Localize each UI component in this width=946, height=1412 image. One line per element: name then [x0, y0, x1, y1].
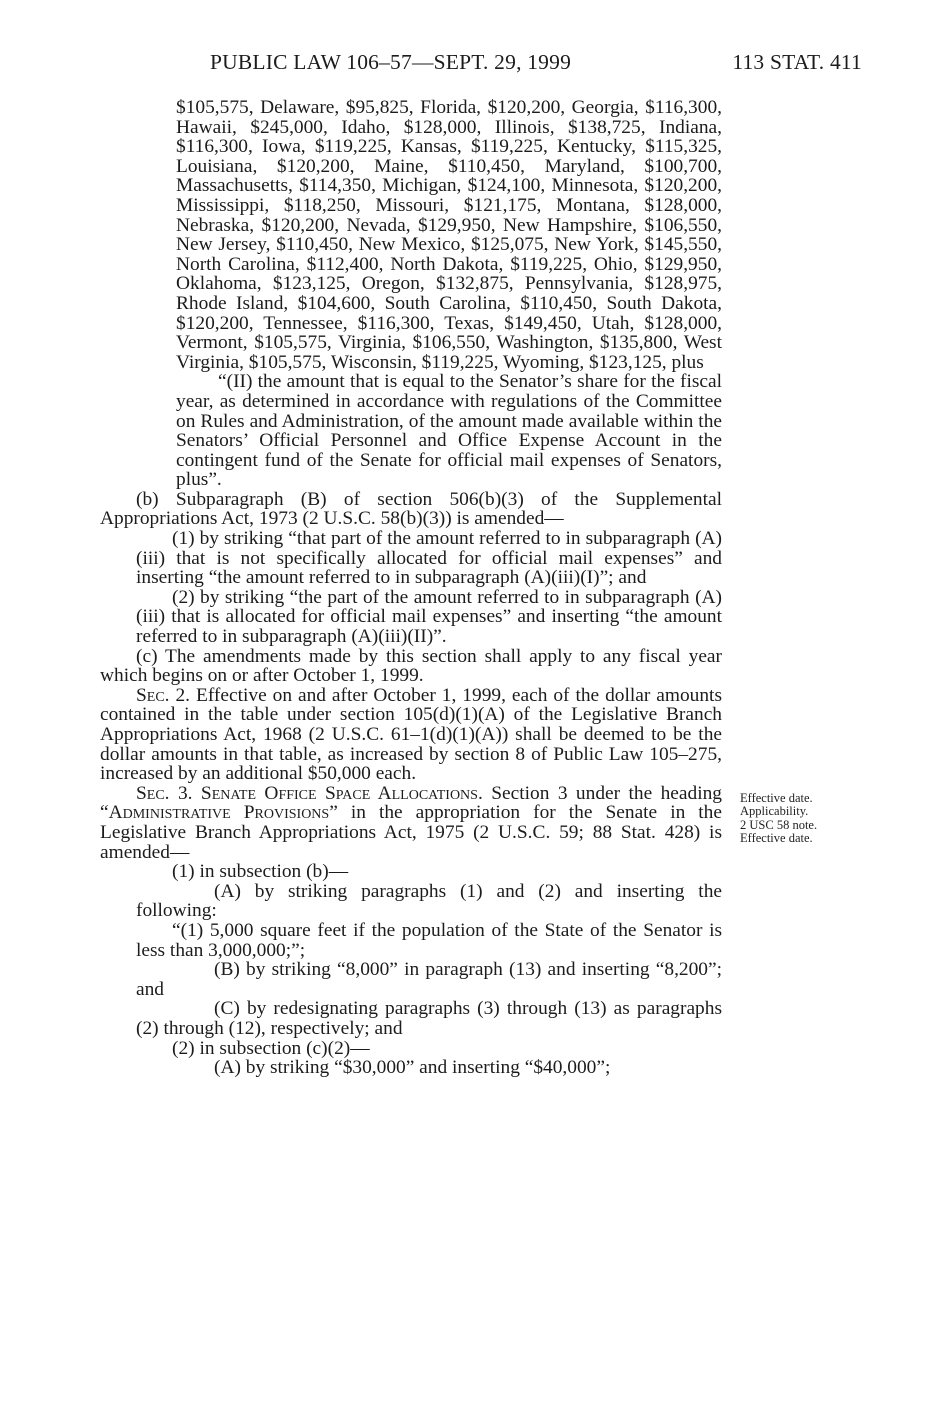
inserted-paragraph-1: “(1) 5,000 square feet if the population of the State of the Senator is less than 3,000,000;”; — [136, 919, 722, 961]
section-3-text-a: Section 3 under the heading “ — [100, 782, 722, 824]
stat-page-number: 113 STAT. 411 — [732, 50, 862, 74]
state-allowance-list: $105,575, Delaware, $95,825, Florida, $120,200, Georgia, $116,300, Hawaii, $245,000, Idaho, $128,000, Illinois, $138,725, Indiana, $116,300, Iowa, $119,225, Kansas, $119,225, Kentucky, $115,325, Louisiana, $120,200, Maine, $110,450, Maryland, $100,700, Massachusetts, $114,350, Michigan, $124,100, Minnesota, $120,200, Mississippi, $118,250, Missouri, $121,175, Montana, $128,000, Nebraska, $120,200, Nevada, $129,950, New Hampshire, $106,550, New Jersey, $110,450, New Mexico, $125,075, New York, $145,550, North Carolina, $112,400, North Dakota, $119,225, Ohio, $129,950, Oklahoma, $123,125, Oregon, $132,875, Pennsylvania, $128,975, Rhode Island, $104,600, South Carolina, $110,450, South Dakota, $120,200, Tennessee, $116,300, Texas, $149,450, Utah, $128,000, Vermont, $105,575, Virginia, $106,550, Washington, $135,800, West Virginia, $105,575, Wisconsin, $119,225, Wyoming, $123,125, plus — [176, 97, 722, 373]
section-3 — [100, 784, 722, 862]
section-3-subparagraph-c: (C) by redesignating paragraphs (3) through (13) as paragraphs (2) through (12), respectively; and — [136, 998, 722, 1039]
running-title: PUBLIC LAW 106–57—SEPT. 29, 1999 — [210, 50, 572, 74]
section-2 — [100, 686, 722, 784]
section-3-heading-ref: Administrative Provisions — [108, 802, 330, 824]
section-3-subparagraph-b: (B) by striking “8,000” in paragraph (13) and inserting “8,200”; and — [136, 959, 722, 1000]
margin-notes — [740, 792, 850, 846]
section-2-heading: Sec. 2. — [136, 684, 191, 706]
subsection-b: (b) Subparagraph (B) of section 506(b)(3) of the Supplemental Appropriations Act, 1973 (2 U.S.C. 58(b)(3)) is amended— — [100, 488, 722, 530]
margin-note-effective-date: Effective date. — [740, 791, 813, 805]
section-3-paragraph-1: (1) in subsection (b)— — [172, 861, 349, 883]
section-3-subparagraph-a: (A) by striking paragraphs (1) and (2) and inserting the following: — [136, 880, 722, 922]
subsection-c: (c) The amendments made by this section shall apply to any fiscal year which begins on or after October 1, 1999. — [100, 645, 722, 687]
section-3-paragraph-2: (2) in subsection (c)(2)— — [172, 1037, 370, 1059]
section-3-heading: Sec. 3. Senate Office Space Allocations. — [136, 782, 483, 804]
section-3-text-b: ” in the appropriation for the Senate in the Legislative Branch Appropriations Act, 1975 (2 U.S.C. 59; 88 Stat. 428) is amended— — [100, 802, 722, 863]
margin-note-effective-date-2: Effective date. — [740, 831, 813, 846]
section-2-text: Effective on and after October 1, 1999, each of the dollar amounts contained in the table under section 105(d)(1)(A) of the Legislative Branch Appropriations Act, 1968 (2 U.S.C. 61–1(d)(1)(A)) shall be deemed to be the dollar amounts in that table, as increased by section 8 of Public Law 105–275, increased by an additional $50,000 each. — [100, 684, 722, 785]
paragraph-2: (2) by striking “the part of the amount referred to in subparagraph (A)(iii) that is allocated for official mail expenses” and inserting “the amount referred to in subparagraph (A)(iii)(II)”. — [136, 586, 722, 648]
margin-note-usc-citation: 2 USC 58 note. — [740, 817, 818, 832]
clause-ii: “(II) the amount that is equal to the Senator’s share for the fiscal year, as determined in accordance with regulations of the Committee on Rules and Administration, of the amount made available within the Senators’ Official Personnel and Office Expense Account in the contingent fund of the Senate for official mail expenses of Senators, plus”. — [176, 371, 722, 491]
section-3-paragraph-2-subparagraph-a: (A) by striking “$30,000” and inserting “$40,000”; — [214, 1057, 611, 1079]
margin-note-applicability: Applicability. — [740, 804, 809, 819]
law-text — [100, 98, 722, 1078]
paragraph-1: (1) by striking “that part of the amount referred to in subparagraph (A)(iii) that is not specifically allocated for official mail expenses” and inserting “the amount referred to in subparagraph (A)(iii)(I)”; and — [136, 528, 722, 589]
